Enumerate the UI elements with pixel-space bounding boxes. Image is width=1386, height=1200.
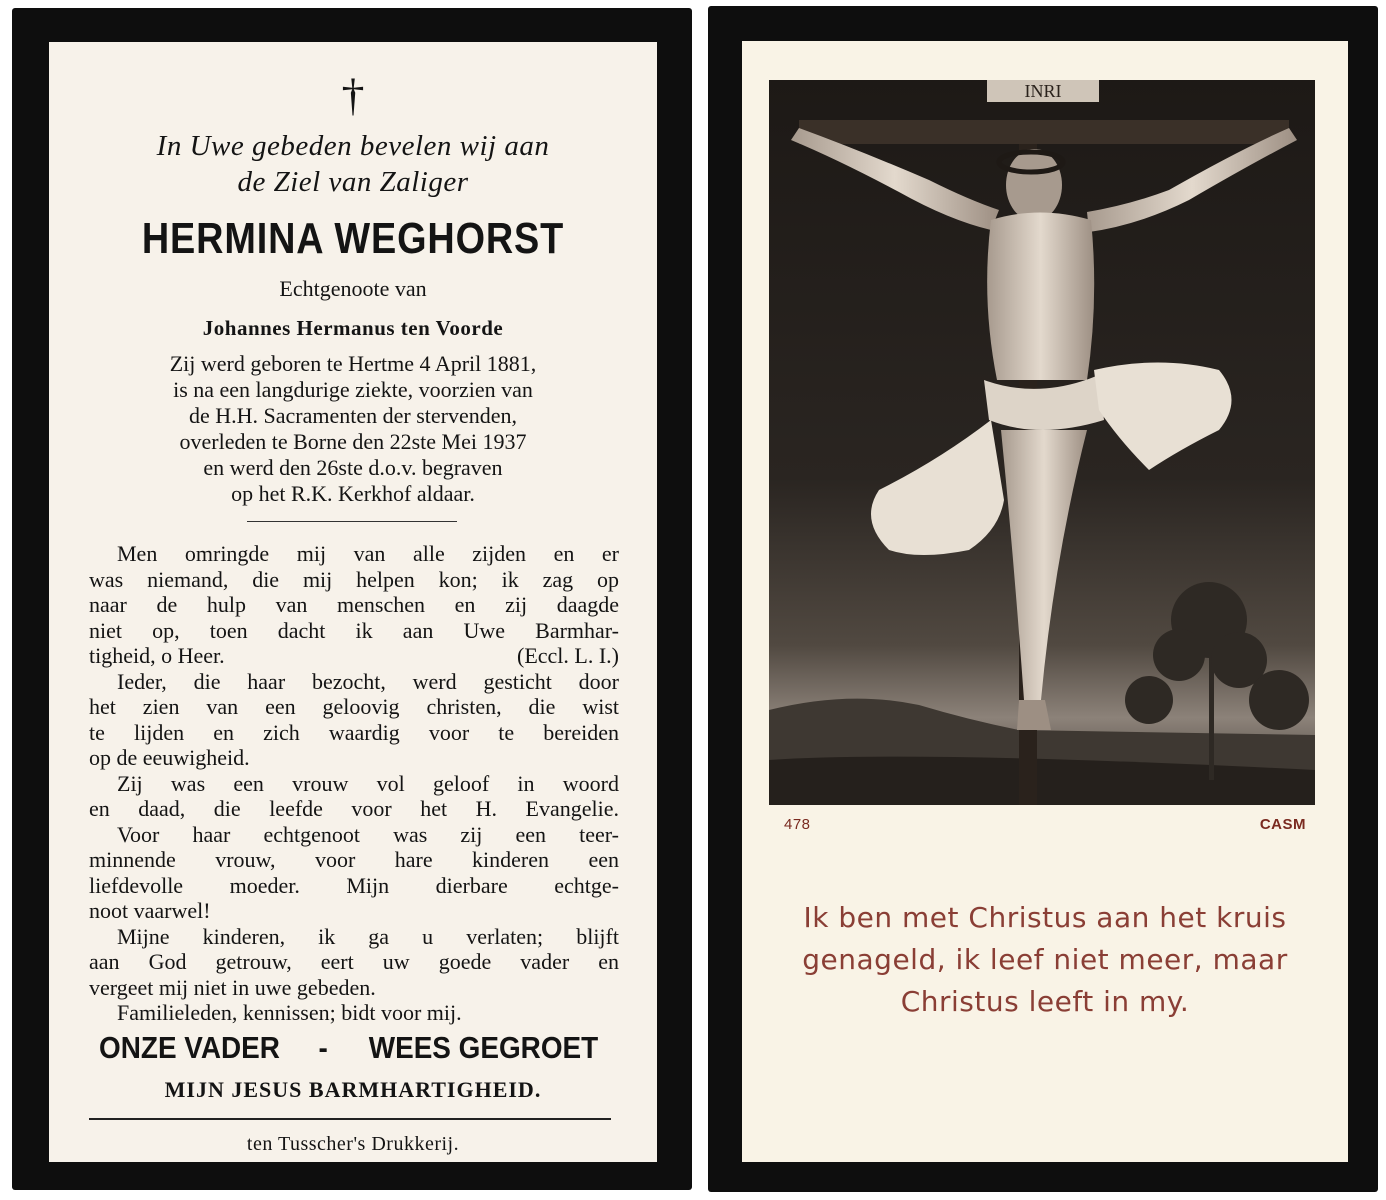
verse-line: op de eeuwigheid. — [89, 745, 250, 770]
prayer-our-father: ONZE VADER — [99, 1030, 280, 1065]
verse-line: het zien van een geloovig christen, die wist — [89, 694, 619, 719]
publisher-mark: CASM — [1259, 816, 1306, 833]
spouse-label: Echtgenoote van — [279, 276, 427, 301]
verse-line: vergeet mij niet in uwe gebeden. — [89, 974, 376, 1000]
prayer-line — [89, 1030, 611, 1066]
bio-line: de H.H. Sacramenten der stervenden, — [188, 403, 518, 428]
verse-line: Ieder, die haar bezocht, werd gesticht door — [117, 668, 619, 694]
divider — [247, 521, 457, 522]
prayer-mercy: MIJN JESUS BARMHARTIGHEID. — [164, 1077, 542, 1102]
deceased-name: HERMINA WEGHORST — [141, 214, 565, 263]
divider — [89, 1118, 611, 1120]
quote-line: Ik ben met Christus aan het kruis — [803, 901, 1287, 934]
bio-line: is na een langdurige ziekte, voorzien van — [173, 377, 533, 402]
prayer-separator: - — [318, 1030, 328, 1065]
scripture-quote — [742, 897, 1348, 1023]
card-paper — [49, 42, 657, 1162]
verse-line: Zij was een vrouw vol geloof in woord — [117, 770, 619, 796]
torso — [987, 213, 1094, 381]
card-paper — [742, 41, 1348, 1162]
cross-beam — [799, 120, 1289, 144]
intro-text — [49, 128, 657, 200]
cross-icon: † — [341, 69, 365, 120]
bio-line: overleden te Borne den 22ste Mei 1937 — [179, 429, 527, 454]
quote-line: Christus leeft in my. — [900, 985, 1190, 1018]
memorial-card-text-side — [12, 8, 692, 1190]
inri-text: INRI — [1024, 81, 1062, 101]
intro-line: de Ziel van Zaliger — [237, 166, 469, 198]
verse-line: Men omringde mij van alle zijden en er — [117, 541, 619, 566]
bio-line: Zij werd geboren te Hertme 4 April 1881, — [169, 351, 537, 376]
verse-line — [89, 643, 619, 669]
verse-line: Mijne kinderen, ik ga u verlaten; blijft — [117, 923, 619, 949]
verse-text-fragment: tigheid, o Heer. — [89, 643, 225, 668]
bio-line: op het R.K. Kerkhof aldaar. — [231, 481, 475, 506]
head — [1006, 149, 1062, 221]
memorial-card-image-side — [708, 6, 1378, 1192]
verse-line: niet op, toen dacht ik aan Uwe Barmhar- — [89, 617, 619, 643]
bio-line: en werd den 26ste d.o.v. begraven — [203, 455, 503, 480]
verse-line: en daad, die leefde voor het H. Evangelie. — [89, 796, 619, 821]
quote-line: genageld, ik leef niet meer, maar — [802, 943, 1288, 976]
prayer-hail-mary: WEES GEGROET — [368, 1030, 599, 1065]
verse-line: noot vaarwel! — [89, 898, 211, 923]
verse-line: Voor haar echtgenoot was zij een teer- — [117, 821, 619, 847]
verse-line: minnende vrouw, voor hare kinderen een — [89, 847, 619, 872]
verse-line: te lijden en zich waardig voor te bereiden — [89, 719, 619, 745]
spouse-name: Johannes Hermanus ten Voorde — [202, 316, 504, 340]
crucifixion-illustration — [769, 80, 1315, 805]
verse-line: liefdevolle moeder. Mijn dierbare echtge- — [89, 872, 619, 898]
verse-line: Familieleden, kennissen; bidt voor mij. — [117, 1000, 462, 1025]
printer-credit: ten Tusscher's Drukkerij. — [246, 1133, 460, 1155]
scripture-reference: (Eccl. L. I.) — [517, 643, 619, 668]
intro-line: In Uwe gebeden bevelen wij aan — [156, 130, 550, 162]
crucifixion-picture — [769, 80, 1315, 805]
verse-text — [89, 541, 619, 1026]
biography — [49, 351, 657, 507]
verse-line: naar de hulp van menschen en zij daagde — [89, 592, 619, 617]
print-number: 478 — [784, 816, 811, 833]
verse-line: aan God getrouw, eert uw goede vader en — [89, 949, 619, 974]
verse-line: was niemand, die mij helpen kon; ik zag op — [89, 566, 619, 592]
